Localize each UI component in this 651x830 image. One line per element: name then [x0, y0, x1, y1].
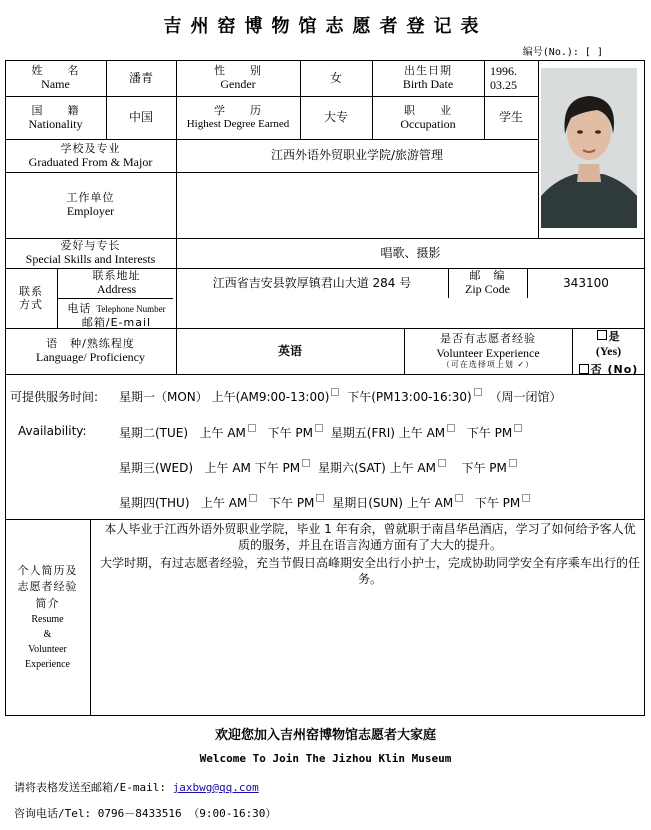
sat-pm-checkbox[interactable]	[509, 459, 517, 467]
birth-date-label: 出生日期 Birth Date	[402, 64, 454, 92]
language-label: 语 种/熟练程度 Language/ Proficiency	[36, 337, 145, 365]
school-value: 江西外语外贸职业学院/旅游管理	[270, 148, 444, 163]
availability-row-wed: 星期三(WED) 上午 AM 下午 PM 星期六(SAT) 上午 AM 下午 PM	[119, 459, 521, 476]
volunteer-exp-label: 是否有志愿者经验 Volunteer Experience （可在选择项上划 ✓）	[436, 332, 540, 369]
name-value: 潘青	[128, 70, 153, 85]
tue-pm-checkbox[interactable]	[315, 424, 323, 432]
resume-paragraph-2: 大学时期，有过志愿者经验，充当节假日高峰期安全出行小护士，完成协助同学安全有序乘车出行的任务。	[100, 556, 641, 586]
zip-value: 343100	[563, 275, 609, 290]
availability-row-mon: 星期一（MON） 上午(AM9:00-13:00) 下午(PM13:00-16:30) （周一闭馆）	[119, 390, 562, 404]
applicant-photo	[541, 68, 637, 228]
no-checkbox[interactable]: 否 (No)	[579, 358, 639, 377]
resume-label: 个人简历及 志愿者经验 简介 Resume & Volunteer Experience	[17, 563, 78, 671]
occupation-value: 学生	[498, 110, 523, 125]
birth-date-value-2: 03.25	[490, 78, 517, 92]
sun-pm-checkbox[interactable]	[522, 494, 530, 502]
name-field[interactable]	[106, 60, 176, 96]
degree-field[interactable]	[300, 96, 372, 139]
school-field[interactable]	[176, 139, 538, 172]
school-label: 学校及专业 Graduated From & Major	[28, 141, 153, 169]
phone-email-label: 电话 Telephone Number 邮箱/E-mail	[67, 301, 166, 329]
contact-group-label: 联系 方式	[19, 284, 43, 311]
serial-number: 编号(No.): [ ]	[522, 47, 603, 58]
thu-am-checkbox[interactable]	[249, 494, 257, 502]
availability-row-tue: 星期二(TUE) 上午 AM 下午 PM 星期五(FRI) 上午 AM 下午 PM	[119, 424, 526, 441]
skills-label: 爱好与专长 Special Skills and Interests	[25, 239, 156, 267]
mon-pm-checkbox[interactable]	[474, 388, 482, 396]
degree-value: 大专	[323, 110, 348, 125]
mon-am-checkbox[interactable]	[331, 388, 339, 396]
address-label: 联系地址 Address	[92, 269, 141, 297]
resume-field[interactable]	[100, 521, 640, 711]
gender-field[interactable]	[300, 60, 372, 96]
fri-pm-checkbox[interactable]	[514, 424, 522, 432]
phone-line: 咨询电话/Tel: 0796－8433516 （9:00-16:30）	[14, 807, 277, 820]
nationality-field[interactable]	[106, 96, 176, 139]
zip-label: 邮 编 Zip Code	[465, 269, 510, 297]
availability-label-en: Availability:	[18, 424, 87, 438]
occupation-label: 职 业 Occupation	[400, 103, 456, 131]
name-label: 姓 名 Name	[31, 64, 80, 92]
resume-paragraph-1: 本人毕业于江西外语外贸职业学院，毕业 1 年有余，曾就职于南昌华邑酒店，学习了如何给予客人优质的服务，并且在语言沟通方面有了大大的提升。	[104, 522, 636, 552]
gender-value: 女	[329, 70, 342, 85]
skills-field[interactable]	[176, 238, 645, 268]
availability-label-zh: 可提供服务时间:	[10, 390, 99, 404]
availability-row-thu: 星期四(THU) 上午 AM 下午 PM 星期日(SUN) 上午 AM 下午 PM	[119, 494, 534, 511]
sun-am-checkbox[interactable]	[455, 494, 463, 502]
language-value: 英语	[277, 343, 302, 358]
fri-am-checkbox[interactable]	[447, 424, 455, 432]
skills-value: 唱歌、摄影	[380, 245, 441, 260]
sat-am-checkbox[interactable]	[438, 459, 446, 467]
nationality-label: 国 籍 Nationality	[28, 103, 83, 131]
nationality-value: 中国	[128, 110, 153, 125]
thu-pm-checkbox[interactable]	[316, 494, 324, 502]
email-line: 请将表格发送至邮箱/E-mail: jaxbwg@qq.com	[14, 781, 259, 794]
welcome-zh: 欢迎您加入吉州窑博物馆志愿者大家庭	[214, 728, 436, 743]
volunteer-exp-options: 是 (Yes) 否 (No)	[572, 328, 645, 374]
zip-field[interactable]	[527, 268, 645, 298]
yes-checkbox[interactable]: 是	[597, 325, 621, 344]
tue-am-checkbox[interactable]	[248, 424, 256, 432]
language-field[interactable]	[176, 328, 404, 374]
birth-date-field[interactable]	[484, 60, 538, 96]
occupation-field[interactable]	[484, 96, 538, 139]
address-value: 江西省吉安县敦厚镇君山大道 284 号	[212, 275, 412, 290]
employer-field[interactable]	[176, 172, 538, 238]
degree-label: 学 历 Highest Degree Earned	[186, 104, 290, 130]
employer-label: 工作单位 Employer	[66, 191, 115, 219]
portrait-image	[541, 68, 637, 228]
phone-email-field[interactable]	[176, 298, 645, 328]
form-title: 吉州窑博物馆志愿者登记表	[163, 16, 488, 37]
gender-label: 性 别 Gender	[214, 64, 262, 92]
address-field[interactable]	[176, 268, 448, 298]
email-link[interactable]: jaxbwg@qq.com	[172, 781, 259, 794]
birth-date-value-1: 1996.	[490, 63, 517, 78]
wed-checkbox[interactable]	[302, 459, 310, 467]
welcome-en: Welcome To Join The Jizhou Klin Museum	[199, 752, 452, 765]
